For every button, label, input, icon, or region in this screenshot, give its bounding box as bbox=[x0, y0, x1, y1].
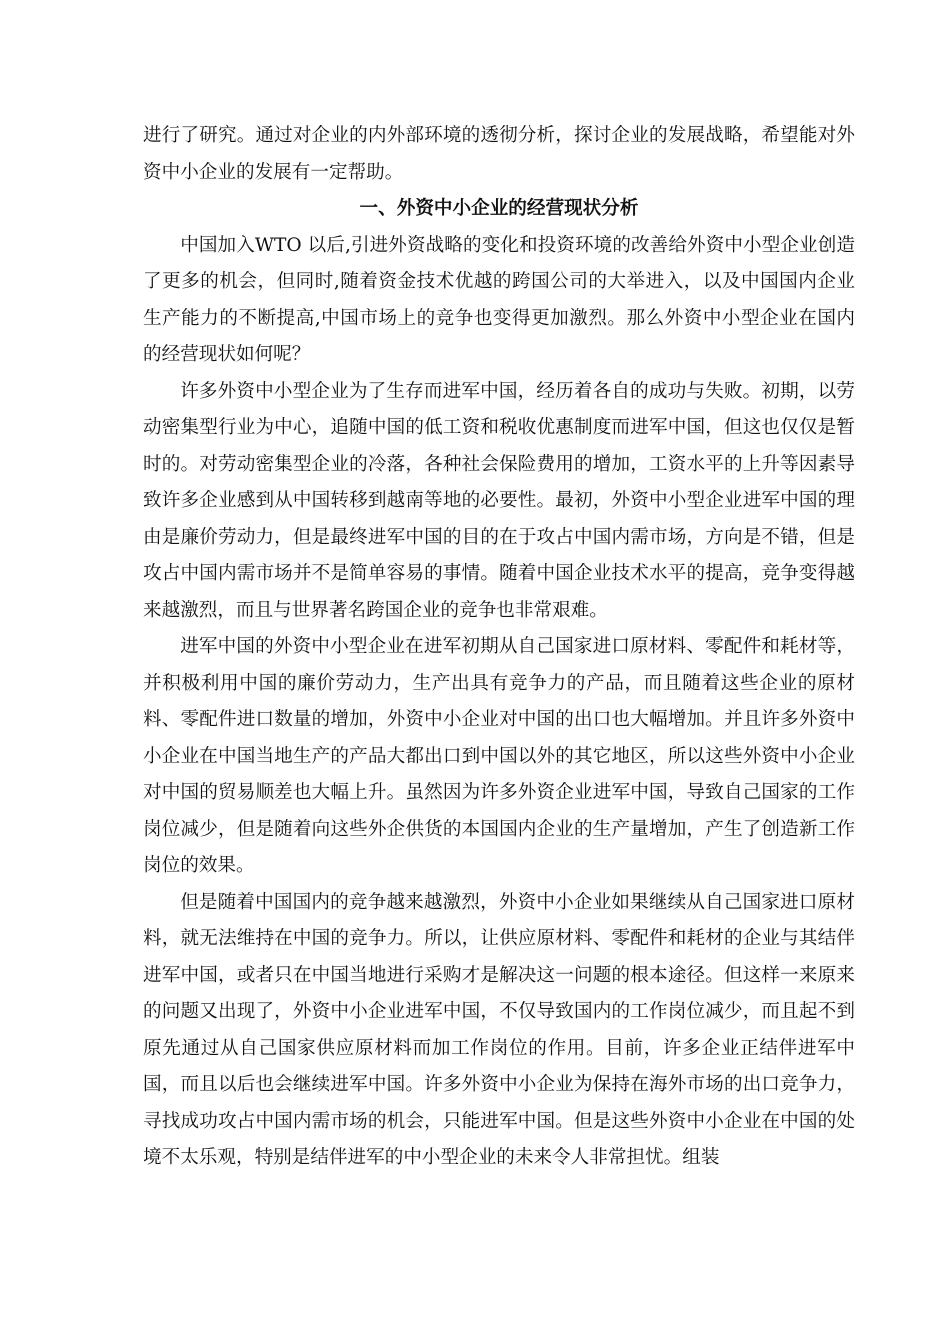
section-heading: 一、外资中小企业的经营现状分析 bbox=[359, 198, 639, 219]
document-body bbox=[143, 118, 855, 1177]
body-paragraph: 进军中国的外资中小型企业在进军初期从自己国家进口原材料、零配件和耗材等，并积极利用中国的廉价劳动力，生产出具有竞争力的产品，而且随着这些企业的原材料、零配件进口数量的增加，外资中小企业对中国的出口也大幅增加。并且许多外资中小企业在中国当地生产的产品大都出口到中国以外的其它地区，所以这些外资中小企业对中国的贸易顺差也大幅上升。虽然因为许多外资企业进军中国，导致自己国家的工作岗位减少，但是随着向这些外企供货的本国国内企业的生产量增加，产生了创造新工作岗位的效果。 bbox=[143, 636, 855, 876]
body-paragraph: 但是随着中国国内的竞争越来越激烈，外资中小企业如果继续从自己国家进口原材料，就无法维持在中国的竞争力。所以，让供应原材料、零配件和耗材的企业与其结伴进军中国，或者只在中国当地进行采购才是解决这一问题的根本途径。但这样一来原来的问题又出现了，外资中小企业进军中国，不仅导致国内的工作岗位减少，而且起不到原先通过从自己国家供应原材料而加工作岗位的作用。目前，许多企业正结伴进军中国，而且以后也会继续进军中国。许多外资中小企业为保持在海外市场的出口竞争力，寻找成功攻占中国内需市场的机会，只能进军中国。但是这些外资中小企业在中国的处境不太乐观，特别是结伴进军的中小型企业的未来令人非常担忧。组装 bbox=[143, 891, 855, 1168]
intro-paragraph: 进行了研究。通过对企业的内外部环境的透彻分析，探讨企业的发展战略，希望能对外资中小企业的发展有一定帮助。 bbox=[143, 125, 855, 183]
body-paragraph: 中国加入WTO 以后,引进外资战略的变化和投资环境的改善给外资中小型企业创造了更多的机会，但同时,随着资金技术优越的跨国公司的大举进入，以及中国国内企业生产能力的不断提高,中国市场上的竞争也变得更加激烈。那么外资中小型企业在国内的经营现状如何呢？ bbox=[143, 234, 855, 365]
body-paragraph: 许多外资中小型企业为了生存而进军中国，经历着各自的成功与失败。初期，以劳动密集型行业为中心，追随中国的低工资和税收优惠制度而进军中国，但这也仅仅是暂时的。对劳动密集型企业的冷落，各种社会保险费用的增加，工资水平的上升等因素导致许多企业感到从中国转移到越南等地的必要性。最初，外资中小型企业进军中国的理由是廉价劳动力，但是最终进军中国的目的在于攻占中国内需市场，方向是不错，但是攻占中国内需市场并不是简单容易的事情。随着中国企业技术水平的提高，竞争变得越来越激烈，而且与世界著名跨国企业的竞争也非常艰难。 bbox=[143, 380, 855, 621]
